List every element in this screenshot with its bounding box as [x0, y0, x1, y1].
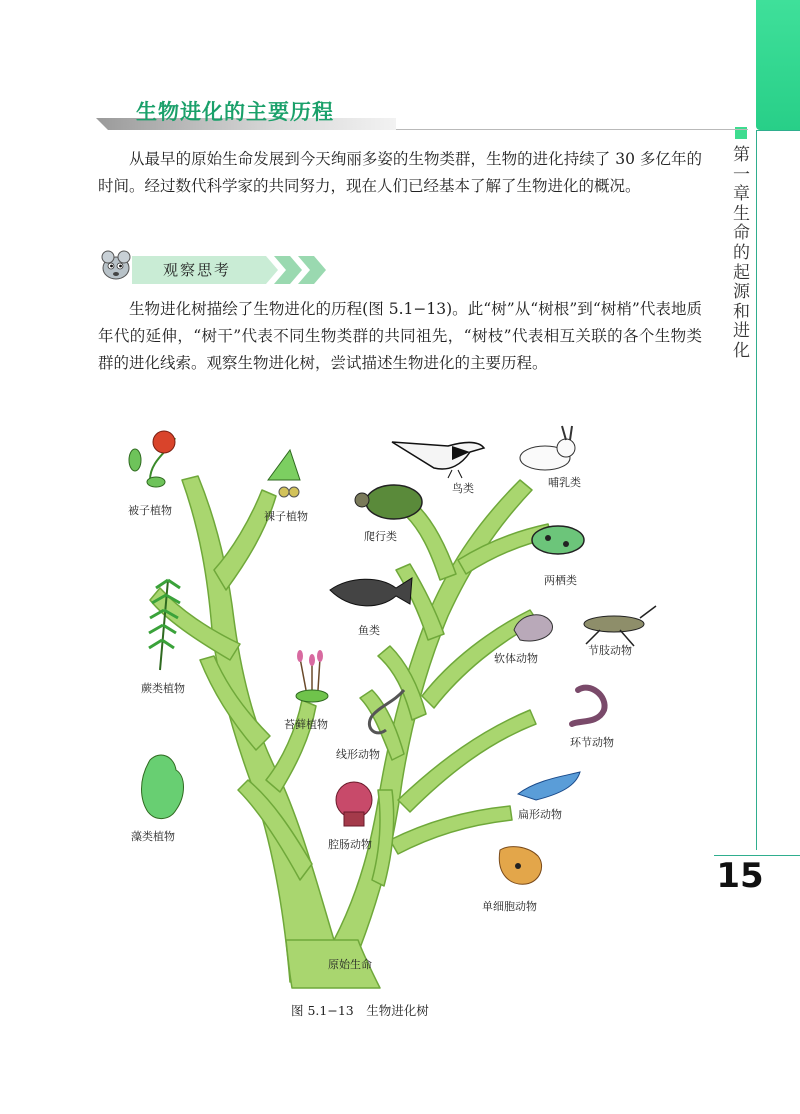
figure-caption: 图 5.1−13 生物进化树 — [291, 1003, 429, 1018]
reptile-illustration — [355, 485, 422, 519]
side-divider — [756, 130, 757, 850]
label-birds: 鸟类 — [452, 482, 474, 495]
protozoa-illustration — [499, 847, 541, 885]
label-fish: 鱼类 — [358, 624, 380, 637]
section-title: 生物进化的主要历程 — [136, 100, 334, 124]
label-mosses: 苔藓植物 — [284, 718, 328, 731]
label-annelids: 环节动物 — [570, 736, 614, 749]
page-number: 15 — [716, 856, 764, 896]
label-mammals: 哺乳类 — [548, 476, 581, 489]
chapter-title: 第一章 生命的起源和进化 — [733, 145, 750, 361]
angiosperm-illustration — [129, 431, 175, 487]
arthropod-illustration — [584, 606, 656, 646]
coelenterate-illustration — [336, 782, 372, 826]
algae-illustration — [142, 755, 184, 819]
moss-illustration — [296, 650, 328, 702]
label-flatworms: 扁形动物 — [518, 808, 562, 821]
amphibian-illustration — [532, 526, 584, 554]
bird-illustration — [392, 442, 484, 478]
observe-label: 观察思考 — [163, 261, 232, 279]
mouse-icon — [102, 251, 130, 279]
gymnosperm-illustration — [268, 450, 300, 497]
annelid-illustration — [572, 688, 605, 724]
label-gymnosperms: 裸子植物 — [264, 510, 308, 523]
side-divider-top — [756, 130, 800, 131]
label-arthropods: 节肢动物 — [588, 644, 632, 657]
label-reptiles: 爬行类 — [364, 530, 397, 543]
chapter-tab-decoration — [756, 0, 800, 130]
label-amphibians: 两栖类 — [544, 574, 577, 587]
label-algae: 藻类植物 — [131, 830, 175, 843]
label-origin: 原始生命 — [328, 958, 372, 971]
label-angiosperms: 被子植物 — [128, 504, 172, 517]
mammal-illustration — [520, 426, 575, 470]
fish-illustration — [330, 578, 412, 606]
flatworm-illustration — [518, 772, 580, 800]
label-ferns: 蕨类植物 — [141, 682, 185, 695]
observe-paragraph: 生物进化树描绘了生物进化的历程(图 5.1−13)。此“树”从“树根”到“树梢”代表地质年代的延伸，“树干”代表不同生物类群的共同祖先，“树枝”代表相互关联的各个生物类群的进化线索。观察生物进化树，尝试描述生物进化的主要历程。 — [98, 300, 702, 372]
intro-paragraph: 从最早的原始生命发展到今天绚丽多姿的生物类群，生物的进化持续了 30 多亿年的时间。经过数代科学家的共同努力，现在人们已经基本了解了生物进化的概况。 — [98, 150, 702, 195]
label-coelenterates: 腔肠动物 — [328, 838, 372, 851]
label-mollusks: 软体动物 — [494, 652, 538, 665]
evolution-tree-figure — [0, 420, 720, 1000]
label-nematodes: 线形动物 — [336, 748, 380, 761]
label-protozoa: 单细胞动物 — [482, 900, 537, 913]
